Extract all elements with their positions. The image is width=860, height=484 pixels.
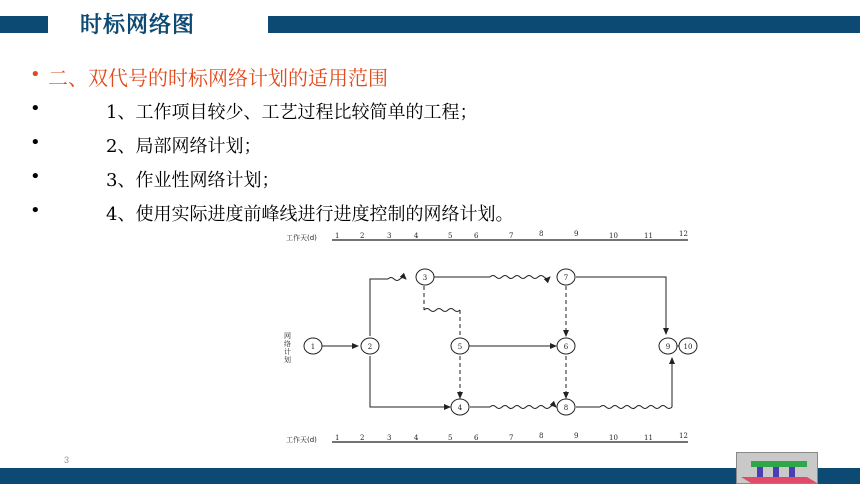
network-nodes [304, 269, 697, 415]
bullet-text: 1、工作项目较少、工艺过程比较简单的工程； [106, 102, 478, 123]
node-5 [451, 338, 469, 354]
tick-label: 3 [387, 434, 392, 442]
node-label: 3 [422, 274, 428, 282]
tick-label: 9 [574, 230, 579, 238]
bullet-item [30, 128, 830, 162]
side-label-char: 计 [284, 348, 291, 356]
node-label: 4 [457, 404, 463, 412]
bullet-marker: • [30, 132, 41, 153]
tick-label: 4 [414, 232, 419, 240]
edge-2-3-wave [388, 278, 406, 281]
tick-label: 3 [387, 232, 392, 240]
node-8 [557, 399, 575, 415]
bullet-item [30, 162, 830, 196]
bullet-item [30, 60, 830, 94]
tick-label: 7 [509, 434, 514, 442]
side-label-char: 网 [284, 332, 291, 340]
top-bar-left [0, 16, 48, 33]
bottom-axis-ticks [335, 432, 688, 442]
node-label: 1 [310, 343, 316, 351]
node-label: 10 [683, 343, 693, 351]
decorative-thumbnail-image [736, 452, 818, 484]
side-label-char: 划 [284, 356, 291, 364]
bullet-marker: • [30, 200, 41, 221]
node-1 [304, 338, 322, 354]
edge-7-9 [576, 277, 666, 334]
tick-label: 1 [335, 232, 340, 240]
tick-label: 1 [335, 434, 340, 442]
edge-8-9-wave [600, 406, 672, 409]
bottom-bar [0, 468, 860, 484]
node-2 [361, 338, 379, 354]
bullet-item [30, 94, 830, 128]
tick-label: 9 [574, 432, 579, 440]
top-axis-label: 工作天(d) [286, 234, 317, 242]
node-label: 8 [563, 404, 569, 412]
bullet-marker: • [30, 166, 41, 187]
bullet-list [30, 60, 830, 230]
bullet-text: 4、使用实际进度前峰线进行进度控制的网络计划。 [106, 204, 514, 225]
node-label: 6 [563, 343, 569, 351]
node-label: 2 [367, 343, 373, 351]
node-10 [679, 338, 697, 354]
edge-4-8-wave [490, 406, 556, 409]
side-label [284, 331, 291, 364]
slide-title: 时标网络图 [80, 13, 196, 38]
node-6 [557, 338, 575, 354]
bullet-text: 2、局部网络计划； [106, 136, 262, 157]
bottom-axis-label: 工作天(d) [286, 436, 317, 444]
bullet-marker: • [30, 98, 41, 119]
node-label: 9 [665, 343, 671, 351]
tick-label: 10 [609, 434, 618, 442]
tick-label: 8 [539, 432, 544, 440]
bullet-heading-text: 二、双代号的时标网络计划的适用范围 [48, 66, 388, 90]
tick-label: 8 [539, 230, 544, 238]
tick-label: 4 [414, 434, 419, 442]
tick-label: 7 [509, 232, 514, 240]
tick-label: 12 [679, 230, 688, 238]
top-bar-right [268, 16, 860, 33]
bullet-item [30, 196, 830, 230]
tick-label: 12 [679, 432, 688, 440]
bullet-text: 3、作业性网络计划； [106, 170, 280, 191]
tick-label: 11 [644, 232, 653, 240]
tick-label: 2 [360, 434, 365, 442]
beam-model-icon [737, 453, 818, 484]
tick-label: 11 [644, 434, 653, 442]
node-label: 7 [563, 274, 569, 282]
tick-label: 5 [448, 232, 453, 240]
tick-label: 10 [609, 232, 618, 240]
top-axis-ticks [335, 230, 688, 240]
bullet-marker: • [30, 64, 41, 85]
tick-label: 6 [474, 434, 479, 442]
node-3 [416, 269, 434, 285]
page-number: 3 [64, 455, 70, 465]
node-7 [557, 269, 575, 285]
tick-label: 6 [474, 232, 479, 240]
tick-label: 2 [360, 232, 365, 240]
edge-2-3 [370, 279, 388, 336]
edge-3-5-wave [424, 309, 460, 312]
side-label-char: 络 [284, 340, 291, 348]
edge-2-4 [370, 356, 450, 407]
edge-3-7-wave [490, 276, 550, 279]
node-label: 5 [457, 343, 463, 351]
tick-label: 5 [448, 434, 453, 442]
time-scaled-network-diagram [280, 226, 700, 448]
node-4 [451, 399, 469, 415]
node-9 [659, 338, 677, 354]
